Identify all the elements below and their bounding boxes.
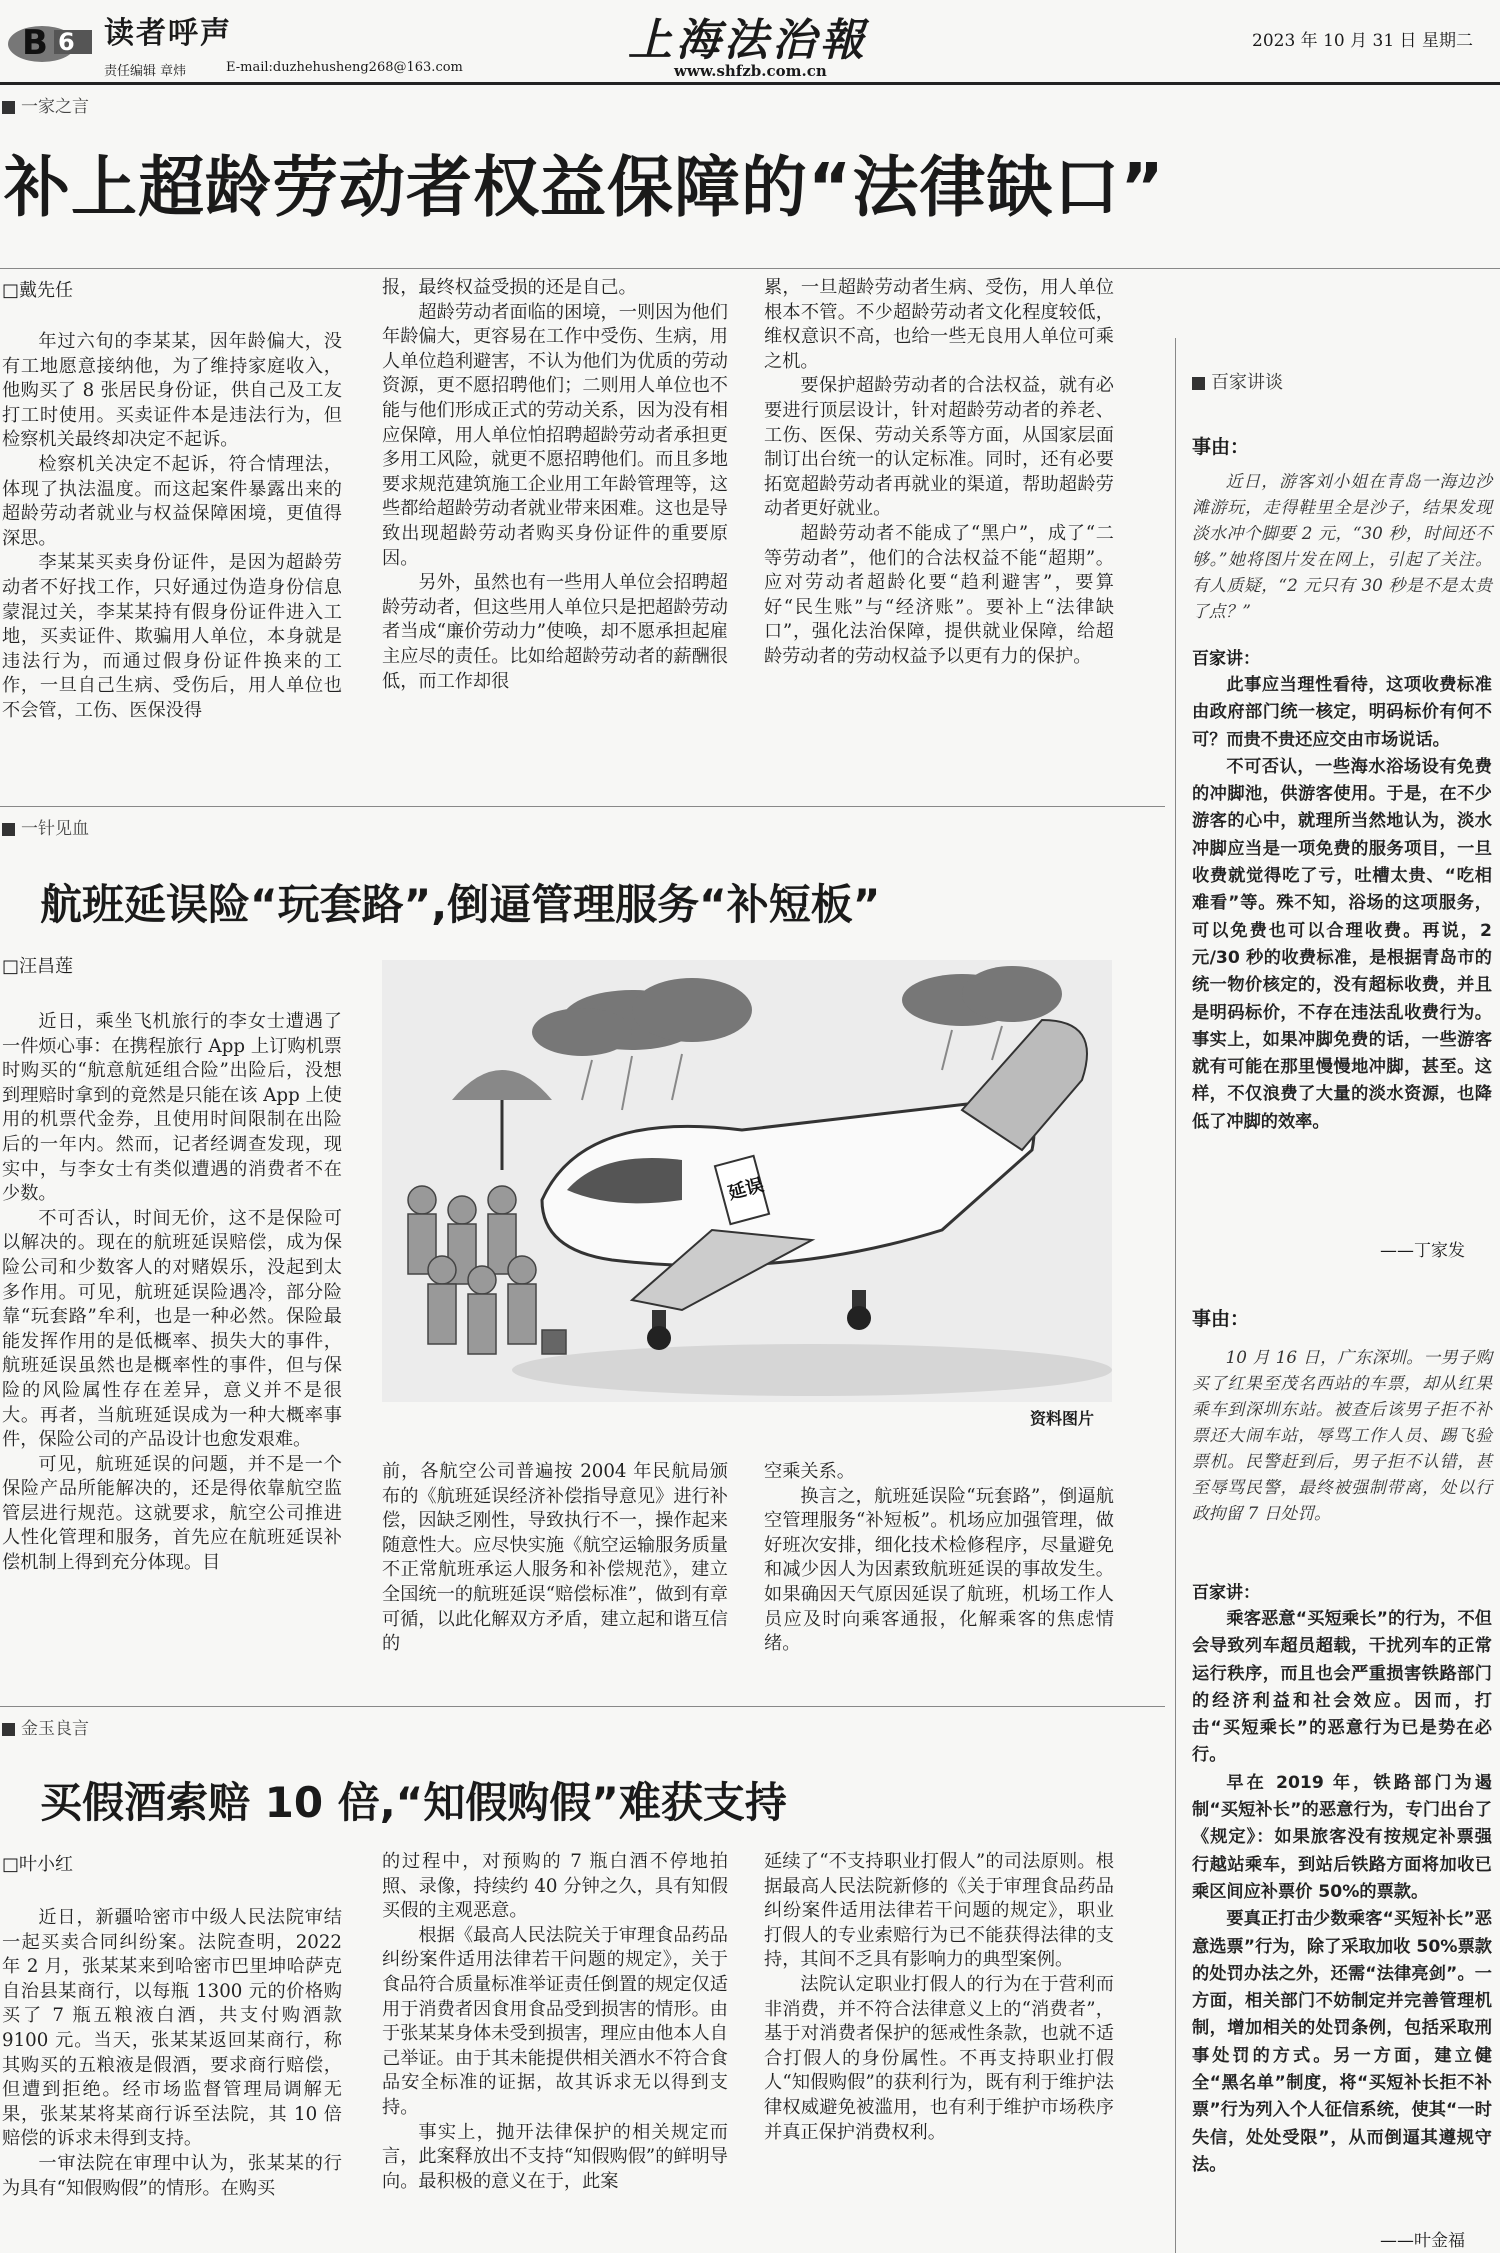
article3-author: □叶小红	[2, 1854, 74, 1875]
paragraph: 延续了“不支持职业打假人”的司法原则。根据最高人民法院新修的《关于审理食品药品纠纷案件适用法律若干问题的规定》，职业打假人的专业索赔行为已不能获得法律的支持，其间不乏具有影响力的典型案例。	[764, 1851, 1114, 1971]
case2-text	[1192, 1344, 1492, 1526]
paragraph: 李某某买卖身份证件，是因为超龄劳动者不好找工作，只好通过伪造身份信息蒙混过关，李某某持有假身份证件进入工地，买卖证件、欺骗用人单位，本身就是违法行为，而通过假身份证件换来的工作，一旦自己生病、受伤后，用人单位也不会管，工伤、医保没得	[2, 552, 342, 721]
svg-text:B: B	[22, 23, 48, 63]
paragraph: 近日，游客刘小姐在青岛一海边沙滩游玩，走得鞋里全是沙子，结果发现淡水冲个脚要 2 元，“30 秒，时间还不够。”她将图片发在网上，引起了关注。有人质疑，“2 元只有 30 秒是不是太贵了点？”	[1192, 471, 1492, 621]
section-title: 读者呼声	[104, 16, 232, 51]
page-number-badge	[6, 6, 96, 64]
article1-column-2	[382, 276, 728, 694]
divider	[0, 806, 1165, 807]
case1-text	[1192, 468, 1492, 624]
article2-column-1	[2, 1010, 342, 1576]
case2-label: 事由：	[1192, 1308, 1250, 1330]
paragraph: 换言之，航班延误险“玩套路”，倒逼航空管理服务“补短板”。机场应加强管理，做好班次安排，细化技术检修程序，尽量避免和减少因人为因素致航班延误的事故发生。如果确因天气原因延误了航班，机场工作人员应及时向乘客通报，化解乘客的焦虑情绪。	[764, 1485, 1114, 1655]
cartoon-illustration	[382, 960, 1112, 1402]
paragraph: 不可否认，时间无价，这不是保险可以解决的。现在的航班延误赔偿，成为保险公司和少数客人的对赌娱乐，没起到太多作用。可见，航班延误险遇冷，部分险靠“玩套路”牟利，也是一种必然。保险最能发挥作用的是低概率、损失大的事件，航班延误虽然也是概率性的事件，但与保险的风险属性存在差异，意义并不是很大。再者，当航班延误成为一种大概率事件，保险公司的产品设计也愈发艰难。	[2, 1207, 342, 1451]
paragraph: 要保护超龄劳动者的合法权益，就有必要进行顶层设计，针对超龄劳动者的养老、工伤、医保、劳动关系等方面，从国家层面制订出台统一的认定标准。同时，还有必要拓宽超龄劳动者再就业的渠道，帮助超龄劳动者更好就业。	[764, 375, 1114, 520]
header-rule	[0, 82, 1500, 85]
paragraph: 另外，虽然也有一些用人单位会招聘超龄劳动者，但这些用人单位只是把超龄劳动者当成“廉价劳动力”使唤，却不愿承担起雇主应尽的责任。比如给超龄劳动者的薪酬很低，而工作却很	[382, 572, 728, 692]
paragraph: 超龄劳动者面临的困境，一则因为他们年龄偏大，更容易在工作中受伤、生病，用人单位趋利避害，不认为他们为优质的劳动资源，更不愿招聘他们；二则用人单位也不能与他们形成正式的劳动关系，因为没有相应保障，用人单位怕招聘超龄劳动者承担更多用工风险，就更不愿招聘他们。而且多地要求规范建筑施工企业用工年龄管理等，这些都给超龄劳动者就业带来困难。这也是导致出现超龄劳动者购买身份证件的重要原因。	[382, 301, 728, 569]
case1-label: 事由：	[1192, 436, 1250, 458]
paragraph: 根据《最高人民法院关于审理食品药品纠纷案件适用法律若干问题的规定》，关于食品符合质量标准举证责任倒置的规定仅适用于消费者因食用食品受到损害的情形。由于张某某身体未受到损害，理应由他本人自己举证。由于其未能提供相关酒水不符合食品安全标准的证据，故其诉求无以得到支持。	[382, 1924, 728, 2118]
article2-author: □汪昌莲	[2, 956, 74, 977]
view2-text	[1192, 1606, 1492, 2179]
divider	[0, 1706, 1165, 1707]
paragraph: 累，一旦超龄劳动者生病、受伤，用人单位根本不管。不少超龄劳动者文化程度较低，维权意识不高，也给一些无良用人单位可乘之机。	[764, 277, 1114, 372]
delay-sign-text: 延误	[725, 1174, 767, 1205]
view1-text	[1192, 672, 1492, 1136]
image-caption: 资料图片	[1030, 1409, 1095, 1428]
divider	[0, 268, 1500, 269]
view1-label: 百家讲：	[1192, 649, 1260, 669]
paragraph: 超龄劳动者不能成了“黑户”，成了“二等劳动者”，他们的合法权益不能“超期”。应对劳动者超龄化要“趋利避害”，要算好“民生账”与“经济账”。要补上“法律缺口”，强化法治保障，提供就业保障，给超龄劳动者的劳动权益予以更有力的保护。	[764, 522, 1114, 667]
article2-headline: 航班延误险“玩套路”,倒逼管理服务“补短板”	[40, 880, 881, 929]
website-url: www.shfzb.com.cn	[674, 62, 827, 80]
view1-signature: ——丁家发	[1380, 1241, 1465, 1261]
article1-column-1	[2, 330, 342, 724]
responsible-editor: 责任编辑 章炜	[104, 64, 187, 79]
view2-label: 百家讲：	[1192, 1583, 1260, 1603]
view2-signature: ——叶金福	[1380, 2231, 1465, 2251]
paragraph: 空乘关系。	[764, 1461, 855, 1482]
paragraph: 检察机关决定不起诉，符合情理法，体现了执法温度。而这起案件暴露出来的超龄劳动者就业与权益保障困境，更值得深思。	[2, 453, 342, 549]
article2-column-tag: 一针见血	[2, 814, 89, 839]
paragraph: 报，最终权益受损的还是自己。	[382, 277, 637, 298]
sidebar-commentary	[1175, 338, 1498, 2253]
issue-date: 2023 年 10 月 31 日 星期二	[1252, 31, 1473, 51]
paragraph: 事实上，抛开法律保护的相关规定而言，此案释放出不支持“知假购假”的鲜明导向。最积极的意义在于，此案	[382, 2121, 728, 2192]
article2-column-2	[382, 1460, 728, 1657]
paragraph: 近日，新疆哈密市中级人民法院审结一起买卖合同纠纷案。法院查明，2022 年 2 月，张某某来到哈密市巴里坤哈萨克自治县某商行，以每瓶 1300 元的价格购买了 7 瓶五粮液白酒，共支付购酒款 9100 元。当天，张某某返回某商行，称其购买的五粮液是假酒，要求商行赔偿，但遭到拒绝。经市场监督管理局调解无果，张某某将某商行诉至法院，其 10 倍赔偿的诉求未得到支持。	[2, 1907, 342, 2150]
newspaper-logo: 上海法治報	[628, 15, 868, 66]
article1-column-3	[764, 276, 1114, 670]
sidebar-column-tag: 百家讲谈	[1192, 368, 1283, 394]
article3-column-1	[2, 1906, 342, 2201]
paragraph: 一审法院在审理中认为，张某某的行为具有“知假购假”的情形。在购买	[2, 2152, 342, 2199]
editor-email: E-mail:duzhehusheng268@163.com	[226, 60, 463, 75]
article3-headline: 买假酒索赔 10 倍,“知假购假”难获支持	[40, 1778, 787, 1827]
paragraph: 10 月 16 日，广东深圳。一男子购买了红果至茂名西站的车票，却从红果乘车到深圳东站。被查后该男子拒不补票还大闹车站，辱骂工作人员、踢飞验票机。民警赶到后，男子拒不认错，甚至辱骂民警，最终被强制带离，处以行政拘留 7 日处罚。	[1192, 1347, 1492, 1523]
svg-text:6: 6	[58, 28, 75, 56]
paragraph: 此事应当理性看待，这项收费标准由政府部门统一核定，明码标价有何不可？而贵不贵还应交由市场说话。	[1192, 675, 1492, 750]
article1-column-tag: 一家之言	[2, 92, 89, 117]
paragraph: 前，各航空公司普遍按 2004 年民航局颁布的《航班延误经济补偿指导意见》进行补偿，因缺乏刚性，导致执行不一，操作起来随意性大。应尽快实施《航空运输服务质量不正常航班承运人服务和补偿规范》，建立全国统一的航班延误“赔偿标准”，做到有章可循，以此化解双方矛盾，建立起和谐互信的	[382, 1461, 728, 1655]
paragraph: 不可否认，一些海水浴场设有免费的冲脚池，供游客使用。于是，在不少游客的心中，就理所当然地认为，淡水冲脚应当是一项免费的服务项目，一旦收费就觉得吃了亏，吐槽太贵、“吃相难看”等。殊不知，浴场的这项服务，可以免费也可以合理收费。再说，2 元/30 秒的收费标准，是根据青岛市的统一物价核定的，没有超标收费，并且是明码标价，不存在违法乱收费行为。事实上，如果冲脚免费的话，一些游客就有可能在那里慢慢地冲脚，甚至。这样，不仅浪费了大量的淡水资源，也降低了冲脚的效率。	[1192, 756, 1492, 1132]
paragraph: 乘客恶意“买短乘长”的行为，不但会导致列车超员超载，干扰列车的正常运行秩序，而且也会严重损害铁路部门的经济利益和社会效应。因而，打击“买短乘长”的恶意行为已是势在必行。	[1192, 1609, 1492, 1766]
paragraph: 早在 2019 年，铁路部门为遏制“买短补长”的恶意行为，专门出台了《规定》：如果旅客没有按规定补票强行越站乘车，到站后铁路方面将加收已乘区间应补票价 50%的票款。	[1192, 1772, 1492, 1902]
article3-column-tag: 金玉良言	[2, 1714, 89, 1739]
paragraph: 年过六旬的李某某，因年龄偏大，没有工地愿意接纳他，为了维持家庭收入，他购买了 8 张居民身份证，供自己及工友打工时使用。买卖证件本是违法行为，但检察机关最终却决定不起诉。	[2, 331, 342, 451]
paragraph: 近日，乘坐飞机旅行的李女士遭遇了一件烦心事：在携程旅行 App 上订购机票时购买的“航意航延组合险”出险后，没想到理赔时拿到的竟然是只能在该 App 上使用的机票代金券，且使用时间限制在出险后的一年内。然而，记者经调查发现，现实中，与李女士有类似遭遇的消费者不在少数。	[2, 1011, 342, 1205]
article3-column-3	[764, 1850, 1114, 2145]
article3-column-2	[382, 1850, 728, 2194]
article1-headline: 补上超龄劳动者权益保障的“法律缺口”	[4, 149, 1165, 226]
paragraph: 要真正打击少数乘客“买短补长”恶意选票”行为，除了采取加收 50%票款的处罚办法之外，还需“法律亮剑”。一方面，相关部门不妨制定并完善管理机制，增加相关的处罚条例，包括采取刑事处罚的方式。另一方面，建立健全“黑名单”制度，将“买短补长拒不补票”行为列入个人征信系统，使其“一时失信，处处受限”，从而倒逼其遵规守法。	[1192, 1909, 1492, 2175]
article2-column-3	[764, 1460, 1114, 1657]
paragraph: 法院认定职业打假人的行为在于营利而非消费，并不符合法律意义上的“消费者”，基于对消费者保护的惩戒性条款，也就不适合打假人的身份属性。不再支持职业打假人“知假购假”的获利行为，既有利于维护法律权威避免被滥用，也有利于维护市场秩序并真正保护消费权利。	[764, 1973, 1114, 2143]
paragraph: 的过程中，对预购的 7 瓶白酒不停地拍照、录像，持续约 40 分钟之久，具有知假买假的主观恶意。	[382, 1851, 728, 1922]
article1-author: □戴先任	[2, 280, 74, 301]
paragraph: 可见，航班延误的问题，并不是一个保险产品所能解决的，还是得依靠航空监管层进行规范。这就要求，航空公司推进人性化管理和服务，首先应在航班延误补偿机制上得到充分体现。目	[2, 1453, 342, 1574]
